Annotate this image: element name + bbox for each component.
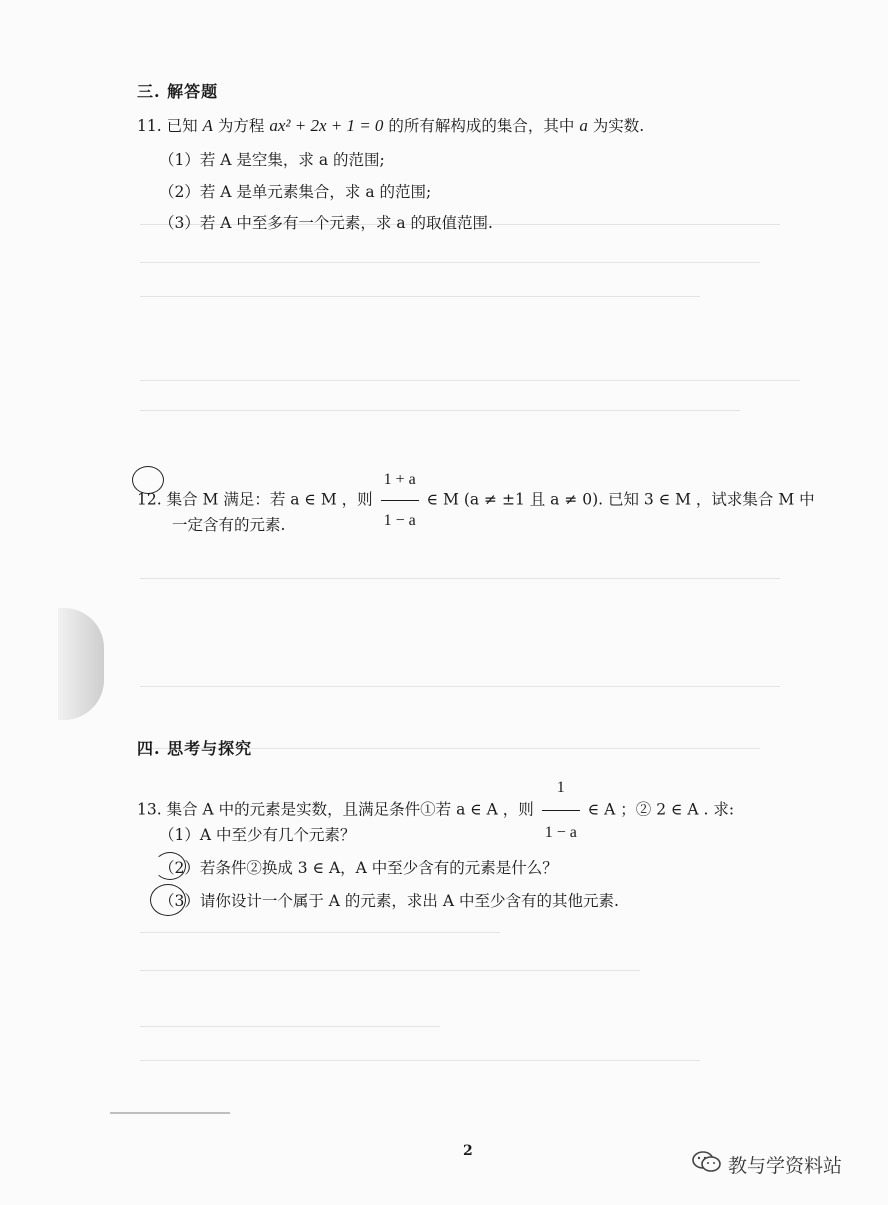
bleed-through-line xyxy=(140,970,640,971)
scan-smudge xyxy=(110,1112,230,1114)
fraction: $\frac{1 + a}{1 - a}$ xyxy=(381,460,419,541)
question-number: 13. xyxy=(137,800,162,819)
bleed-through-line xyxy=(140,1026,440,1027)
bleed-through-line xyxy=(140,1060,700,1061)
question-13-stem: 13. 集合 A 中的元素是实数，且满足条件①若 a ∈ A ，则 $\frac{1}{1 - a}$ ∈ A ；② 2 ∈ A . 求: xyxy=(137,766,734,855)
question-11-part-3: （3）若 A 中至多有一个元素，求 a 的取值范围. xyxy=(159,214,493,232)
question-11-part-1: （1）若 A 是空集，求 a 的范围; xyxy=(159,151,385,169)
section-title-answers: 三. 解答题 xyxy=(137,82,219,101)
bleed-through-line xyxy=(140,410,740,411)
section-title-thinking: 四. 思考与探究 xyxy=(137,739,253,758)
question-13-part-1: （1）A 中至少有几个元素？ xyxy=(159,826,356,844)
bleed-through-line xyxy=(140,686,780,687)
bleed-through-line xyxy=(140,380,800,381)
question-13-part-3: （3）请你设计一个属于 A 的元素，求出 A 中至少含有的其他元素. xyxy=(159,892,619,910)
bleed-through-line xyxy=(140,578,780,579)
quadratic-equation: ax² + 2x + 1 = 0 xyxy=(269,116,384,135)
bleed-through-line xyxy=(140,296,700,297)
question-11-part-2: （2）若 A 是单元素集合，求 a 的范围; xyxy=(159,183,432,201)
fraction: $\frac{1}{1 - a}$ xyxy=(542,766,580,855)
wechat-icon xyxy=(692,1150,722,1179)
page-number: 2 xyxy=(463,1143,473,1159)
question-11-stem: 11. 已知 A 为方程 ax² + 2x + 1 = 0 的所有解构成的集合，其中 a 为实数. xyxy=(137,116,645,135)
watermark-text: 教与学资料站 xyxy=(728,1155,843,1177)
binding-shadow xyxy=(58,608,104,720)
question-number: 12. xyxy=(137,490,162,509)
bleed-through-line xyxy=(140,262,760,263)
question-number: 11. xyxy=(137,117,162,135)
question-12-continuation: 一定含有的元素. xyxy=(172,516,286,534)
question-13-part-2: （2）若条件②换成 3 ∈ A，A 中至少含有的元素是什么？ xyxy=(159,859,558,877)
watermark xyxy=(692,1150,842,1179)
question-12-stem: 12. 集合 M 满足：若 a ∈ M ，则 $\frac{1 + a}{1 - a}$ ∈ M (a ≠ ±1 且 a ≠ 0). 已知 3 ∈ M ，试求集合 M 中 xyxy=(137,460,815,541)
bleed-through-line xyxy=(140,932,500,933)
